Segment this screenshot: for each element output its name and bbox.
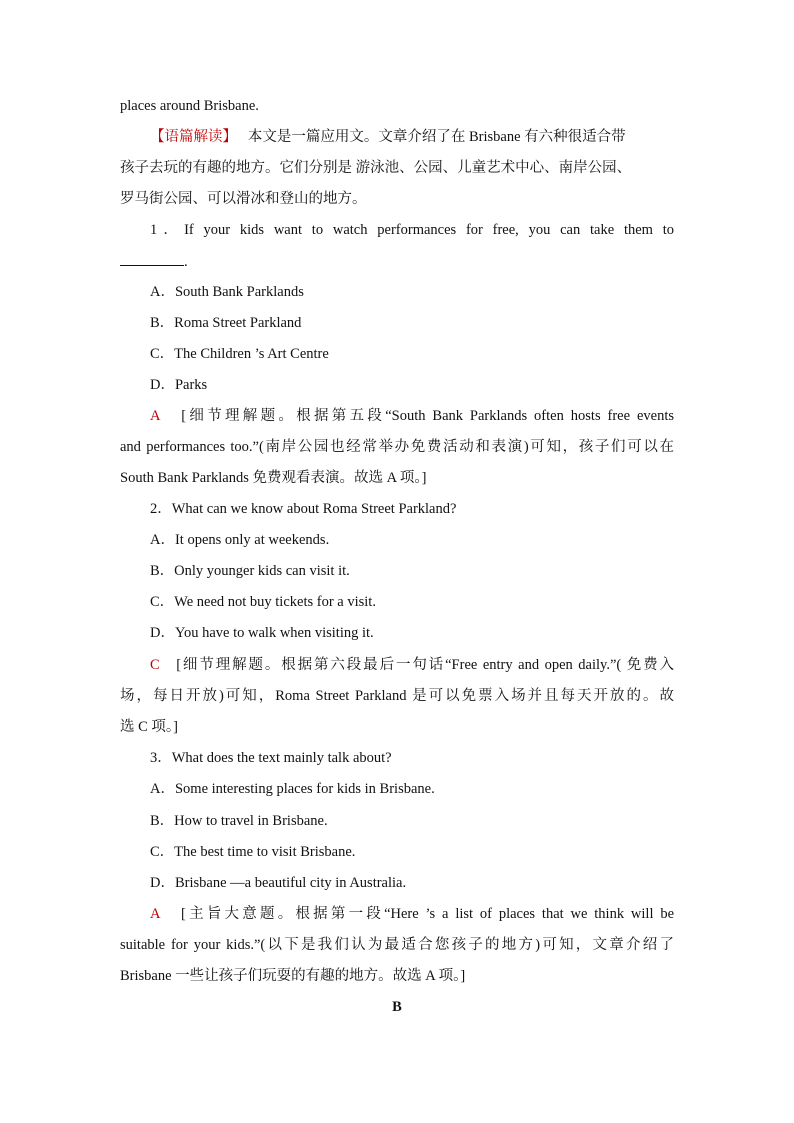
question-2-explanation-line-3: 选 C 项。]	[120, 719, 178, 735]
question-3-number: 3．	[150, 750, 172, 766]
question-1-stem	[150, 220, 674, 240]
question-1-explanation-line-2: and performances too.”(南岸公园也经常举办免费活动和表演)可知，孩子们可以在	[120, 439, 674, 455]
question-2-stem-text: What can we know about Roma Street Parkland?	[171, 501, 457, 517]
question-2-answer: C	[150, 657, 160, 673]
question-3-stem	[150, 748, 392, 768]
analysis-line-3: 罗马街公园、可以滑冰和登山的地方。	[120, 191, 367, 207]
question-2-number: 2．	[150, 501, 172, 517]
question-1-number: 1．	[150, 222, 185, 238]
question-3-explanation-line-3: Brisbane 一些让孩子们玩耍的有趣的地方。故选 A 项。]	[120, 968, 466, 984]
question-3-option-d: D．Brisbane —a beautiful city in Australia.	[150, 875, 407, 891]
question-3-option-c: C．The best time to visit Brisbane.	[150, 844, 356, 860]
question-1-explanation-line-3: South Bank Parklands 免费观看表演。故选 A 项。]	[120, 470, 427, 486]
question-2-explanation-text-1: [细节理解题。根据第六段最后一句话“Free entry and open daily.”( 免费入	[176, 657, 675, 673]
question-2-option-a: A．It opens only at weekends.	[150, 532, 330, 548]
analysis-line-2: 孩子去玩的有趣的地方。它们分别是 游泳池、公园、儿童艺术中心、南岸公园、	[120, 160, 632, 176]
question-3-option-b: B．How to travel in Brisbane.	[150, 813, 328, 829]
question-2-option-b: B．Only younger kids can visit it.	[150, 563, 350, 579]
question-1-stem-line1: If your kids want to watch performances for free, you can take them to	[184, 222, 675, 238]
question-3-answer: A	[150, 906, 161, 922]
question-2-option-d: D．You have to walk when visiting it.	[150, 625, 374, 641]
question-1-blank-line	[120, 251, 188, 272]
question-1-option-c: C．The Children ’s Art Centre	[150, 346, 329, 362]
question-1-answer: A	[150, 408, 161, 424]
question-3-explanation-line-2: suitable for your kids.”(以下是我们认为最适合您孩子的地方)可知，文章介绍了	[120, 937, 674, 953]
question-2-option-c: C．We need not buy tickets for a visit.	[150, 594, 376, 610]
question-3-explanation-text-1: [主旨大意题。根据第一段“Here ’s a list of places that we think will be	[181, 906, 675, 922]
question-3-explanation-line-1	[150, 904, 674, 924]
question-1-stem-end: .	[184, 254, 188, 270]
question-1-option-b: B．Roma Street Parkland	[150, 315, 302, 331]
analysis-line-1	[150, 127, 626, 147]
question-3-stem-text: What does the text mainly talk about?	[171, 750, 392, 766]
question-2-explanation-line-1	[150, 655, 674, 675]
question-2-explanation-line-2: 场，每日开放)可知，Roma Street Parkland 是可以免票入场并且每天开放的。故	[120, 688, 674, 704]
question-1-option-a: A．South Bank Parklands	[150, 284, 304, 300]
question-2-stem	[150, 499, 456, 519]
question-3-option-a: A．Some interesting places for kids in Brisbane.	[150, 781, 435, 797]
question-1-option-d: D．Parks	[150, 377, 208, 393]
analysis-tag: 【语篇解读】	[150, 129, 237, 145]
question-1-explanation-text-1: [细节理解题。根据第五段“South Bank Parklands often hosts free events	[181, 408, 675, 424]
analysis-text-1: 本文是一篇应用文。文章介绍了在 Brisbane 有六种很适合带	[247, 129, 626, 145]
passage-end-text: places around Brisbane.	[120, 98, 259, 114]
section-label: B	[392, 999, 402, 1015]
answer-blank	[120, 251, 184, 266]
question-1-explanation-line-1	[150, 406, 674, 426]
